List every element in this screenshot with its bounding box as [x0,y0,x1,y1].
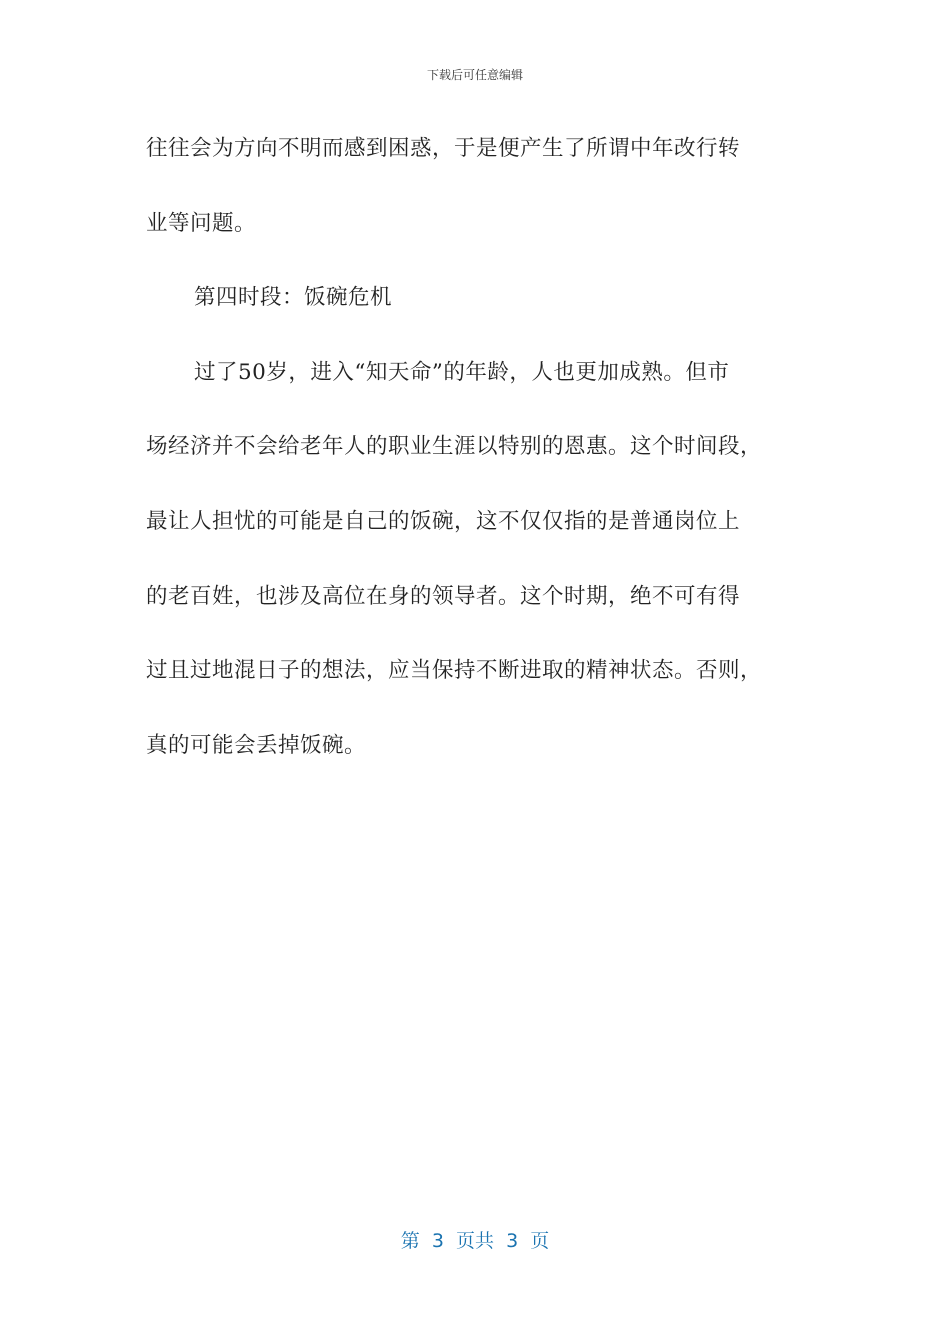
page-number: 第 3 页共 3 页 [400,1230,550,1252]
body-line: 业等问题。 [146,210,257,236]
body-line: 的老百姓，也涉及高位在身的领导者。这个时期，绝不可有得 [146,583,741,609]
body-line: 场经济并不会给老年人的职业生涯以特别的恩惠。这个时间段， [146,434,763,460]
body-line: 过了50岁，进入“知天命”的年龄，人也更加成熟。但市 [194,359,730,385]
section-heading: 第四时段：饭碗危机 [194,285,393,311]
body-line: 最让人担忧的可能是自己的饭碗，这不仅仅指的是普通岗位上 [146,508,741,534]
body-line: 真的可能会丢掉饭碗。 [146,732,367,758]
body-line: 往往会为方向不明而感到困惑，于是便产生了所谓中年改行转 [146,136,741,161]
body-line: 过且过地混日子的想法，应当保持不断进取的精神状态。否则， [146,658,763,684]
page-header: 下载后可任意编辑 [426,68,523,82]
document-body [146,112,816,783]
